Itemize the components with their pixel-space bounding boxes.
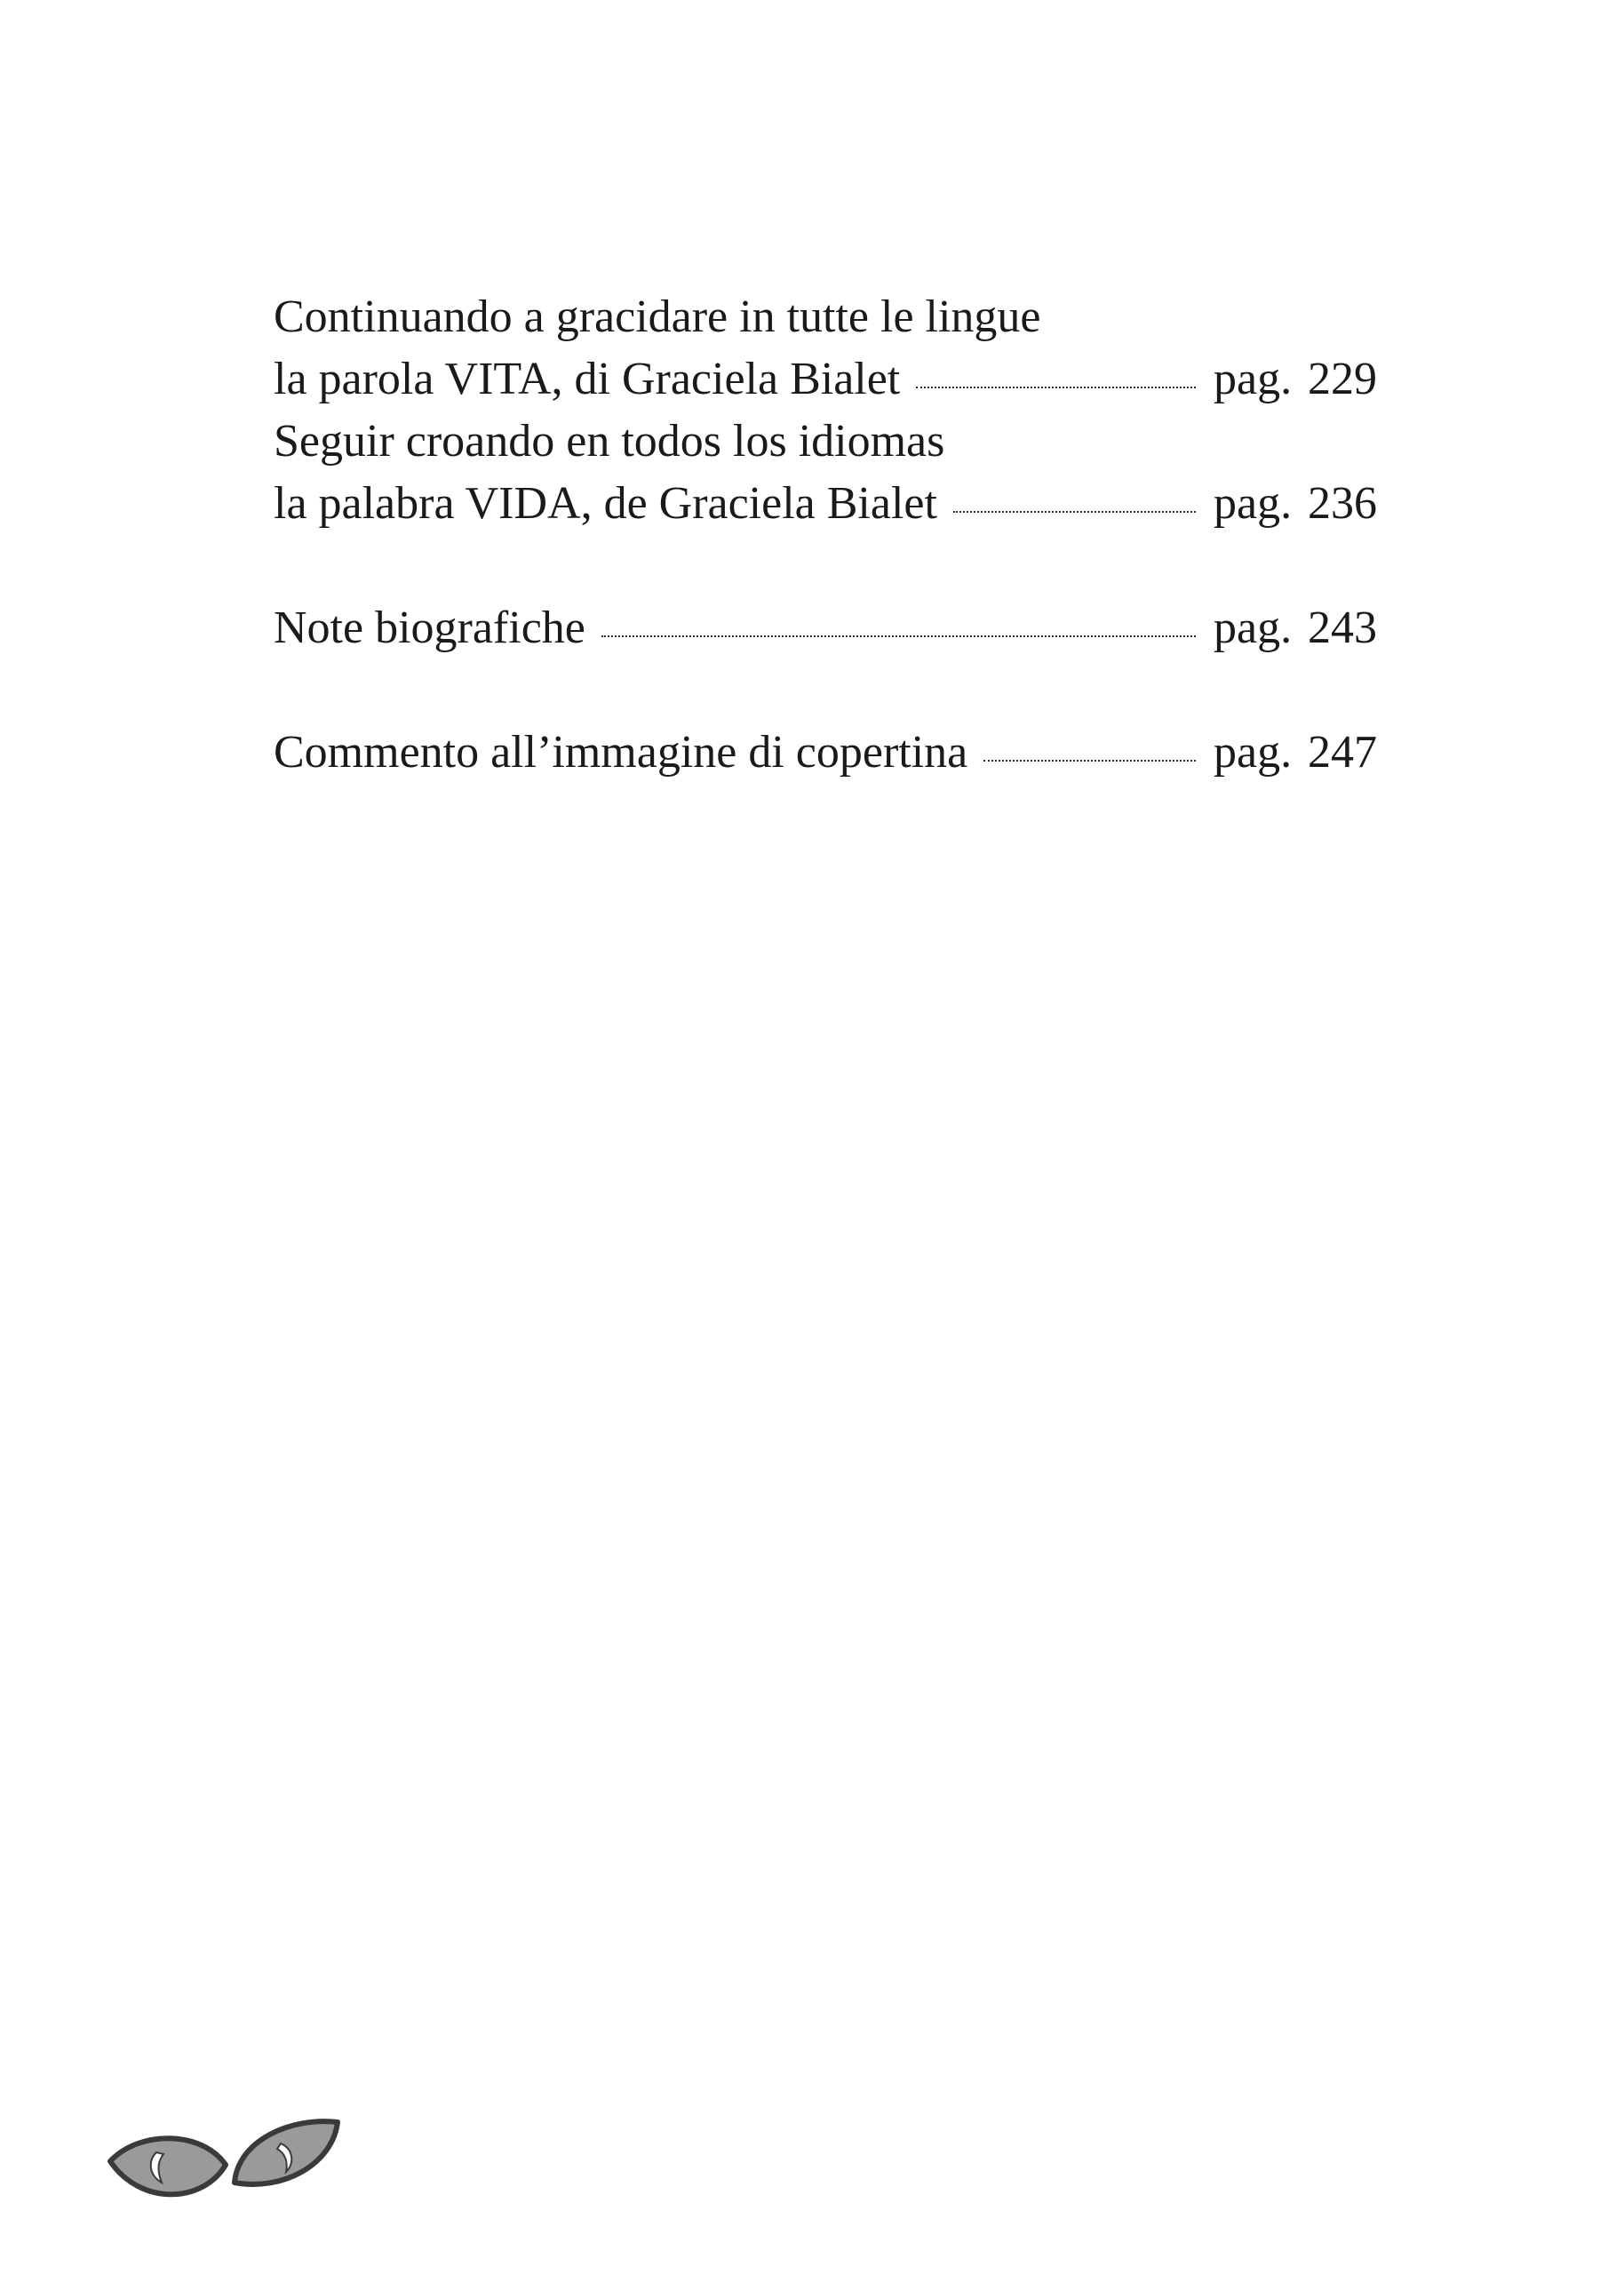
page-number: 236 (1308, 478, 1377, 529)
dot-leader (983, 760, 1196, 762)
toc-entry-vida (274, 411, 1377, 535)
page-prefix: pag. (1214, 354, 1293, 404)
toc-entry-vita (274, 286, 1377, 411)
dot-leader (953, 511, 1196, 513)
toc-entry-commento-copertina (274, 722, 1377, 784)
dot-leader (916, 387, 1196, 388)
eyes-icon (105, 2113, 345, 2222)
toc-entry-title: Commento all’immagine di copertina (274, 727, 968, 778)
page-prefix: pag. (1214, 603, 1293, 653)
toc-entry-title: Seguir croando en todos los idiomas (274, 416, 945, 467)
dot-leader (601, 635, 1196, 637)
toc-entry-title: la parola VITA, di Graciela Bialet (274, 354, 901, 404)
page-number: 229 (1308, 354, 1377, 404)
toc-entry-note-biografiche (274, 597, 1377, 659)
page-number: 247 (1308, 727, 1377, 778)
page-number: 243 (1308, 603, 1377, 653)
page-prefix: pag. (1214, 478, 1293, 529)
toc-entry-title: Note biografiche (274, 603, 585, 653)
left-eye-icon (110, 2138, 226, 2194)
page-prefix: pag. (1214, 727, 1293, 778)
toc-entry-title: Continuando a gracidare in tutte le lingue (274, 291, 1041, 342)
toc-entry-title: la palabra VIDA, de Graciela Bialet (274, 478, 937, 529)
table-of-contents (274, 286, 1377, 784)
